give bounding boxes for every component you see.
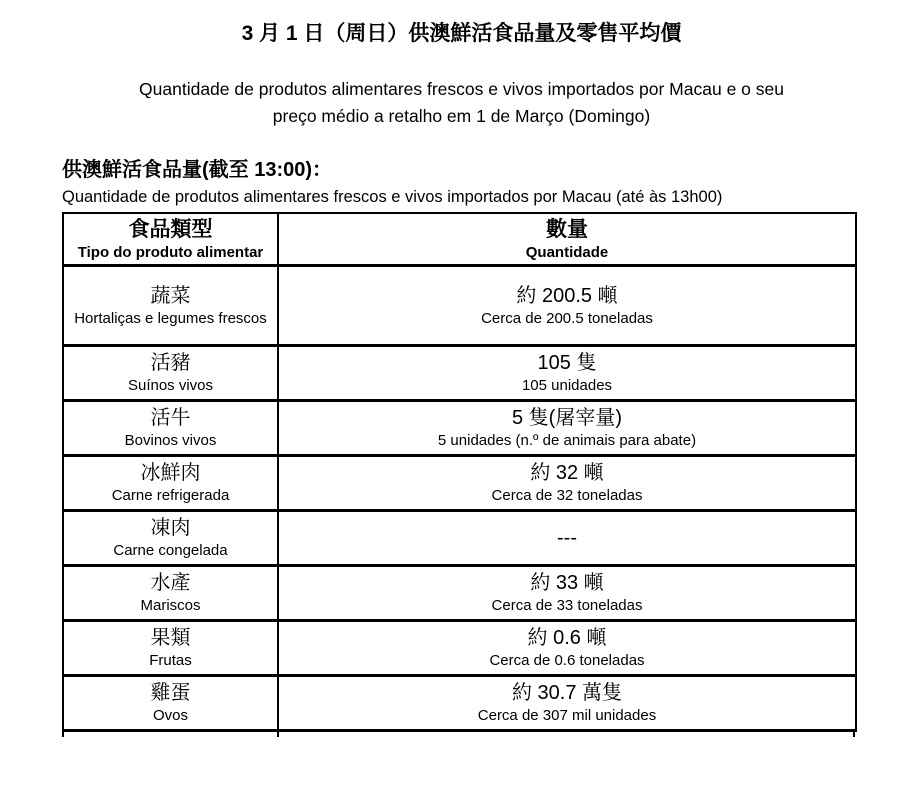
- food-type-pt: Suínos vivos: [127, 377, 214, 394]
- food-type-cell: [63, 621, 278, 676]
- document-subtitle-line2: preço médio a retalho em 1 de Março (Domingo): [272, 106, 651, 126]
- section-heading-zh: 供澳鮮活食品量(截至 13:00)：: [62, 159, 333, 181]
- quantity-cell: [278, 266, 856, 346]
- table-row-fruits: [63, 621, 856, 676]
- food-type-cell: [63, 676, 278, 731]
- quantity-zh: 5 隻(屠宰量): [512, 407, 622, 429]
- table-cutoff-stub: [62, 732, 855, 737]
- quantity-zh: 約 32 噸: [530, 462, 604, 484]
- document-title: 3 月 1 日（周日）供澳鮮活食品量及零售平均價: [241, 22, 682, 45]
- table-row-vegetables: [63, 266, 856, 346]
- table-row-live-pigs: [63, 346, 856, 401]
- quantity-zh: 約 30.7 萬隻: [511, 682, 623, 704]
- food-type-cell: [63, 266, 278, 346]
- header-food-type-zh: 食品類型: [128, 218, 213, 241]
- food-type-zh: 果類: [150, 627, 191, 649]
- table-row-live-cattle: [63, 401, 856, 456]
- supply-table: [62, 212, 857, 732]
- table-row-eggs: [63, 676, 856, 731]
- food-type-pt: Bovinos vivos: [124, 432, 217, 449]
- quantity-zh: 約 200.5 噸: [516, 284, 618, 307]
- quantity-pt: Cerca de 307 mil unidades: [477, 707, 657, 724]
- food-type-pt: Frutas: [149, 652, 192, 669]
- table-cutoff-stub-divider: [277, 732, 279, 737]
- food-type-pt: Carne refrigerada: [111, 487, 230, 504]
- food-type-cell: [63, 401, 278, 456]
- quantity-pt: Cerca de 32 toneladas: [491, 487, 643, 504]
- table-header-row: [63, 213, 856, 266]
- document-subtitle: [67, 76, 857, 130]
- food-type-zh: 雞蛋: [150, 682, 191, 704]
- food-type-pt: Ovos: [152, 707, 188, 724]
- quantity-cell: [278, 456, 856, 511]
- header-cell-food-type: [63, 213, 278, 266]
- header-quantity-zh: 數量: [546, 218, 588, 241]
- quantity-cell: [278, 566, 856, 621]
- quantity-zh: 105 隻: [537, 352, 597, 374]
- food-type-pt: Hortaliças e legumes frescos: [74, 309, 267, 327]
- quantity-pt: 5 unidades (n.º de animais para abate): [437, 432, 697, 449]
- quantity-cell: [278, 346, 856, 401]
- food-type-zh: 活豬: [150, 352, 191, 374]
- food-type-cell: [63, 346, 278, 401]
- food-type-zh: 蔬菜: [150, 284, 191, 307]
- table-row-chilled-meat: [63, 456, 856, 511]
- header-cell-quantity: [278, 213, 856, 266]
- quantity-pt: 105 unidades: [521, 377, 613, 394]
- table-row-seafood: [63, 566, 856, 621]
- quantity-zh: 約 0.6 噸: [527, 627, 607, 649]
- header-quantity-pt: Quantidade: [525, 244, 609, 261]
- document-subtitle-line1: Quantidade de produtos alimentares frescos e vivos importados por Macau e o seu: [139, 79, 784, 99]
- food-type-cell: [63, 511, 278, 566]
- section-heading-pt: Quantidade de produtos alimentares frescos e vivos importados por Macau (até às 13h00): [62, 188, 723, 206]
- document-page: [0, 20, 923, 795]
- quantity-cell: [278, 511, 856, 566]
- table-row-frozen-meat: [63, 511, 856, 566]
- quantity-zh: ---: [557, 527, 577, 549]
- quantity-pt: Cerca de 33 toneladas: [491, 597, 643, 614]
- quantity-zh: 約 33 噸: [530, 572, 604, 594]
- food-type-zh: 冰鮮肉: [140, 462, 201, 484]
- quantity-pt: Cerca de 0.6 toneladas: [489, 652, 645, 669]
- food-type-zh: 活牛: [150, 407, 191, 429]
- food-type-pt: Mariscos: [140, 597, 201, 614]
- food-type-cell: [63, 456, 278, 511]
- food-type-zh: 凍肉: [150, 517, 191, 539]
- header-food-type-pt: Tipo do produto alimentar: [77, 244, 264, 261]
- food-type-pt: Carne congelada: [113, 542, 228, 559]
- quantity-cell: [278, 676, 856, 731]
- food-type-zh: 水產: [150, 572, 191, 594]
- quantity-pt: Cerca de 200.5 toneladas: [481, 309, 653, 327]
- food-type-cell: [63, 566, 278, 621]
- quantity-cell: [278, 401, 856, 456]
- supply-section: [62, 156, 855, 737]
- quantity-cell: [278, 621, 856, 676]
